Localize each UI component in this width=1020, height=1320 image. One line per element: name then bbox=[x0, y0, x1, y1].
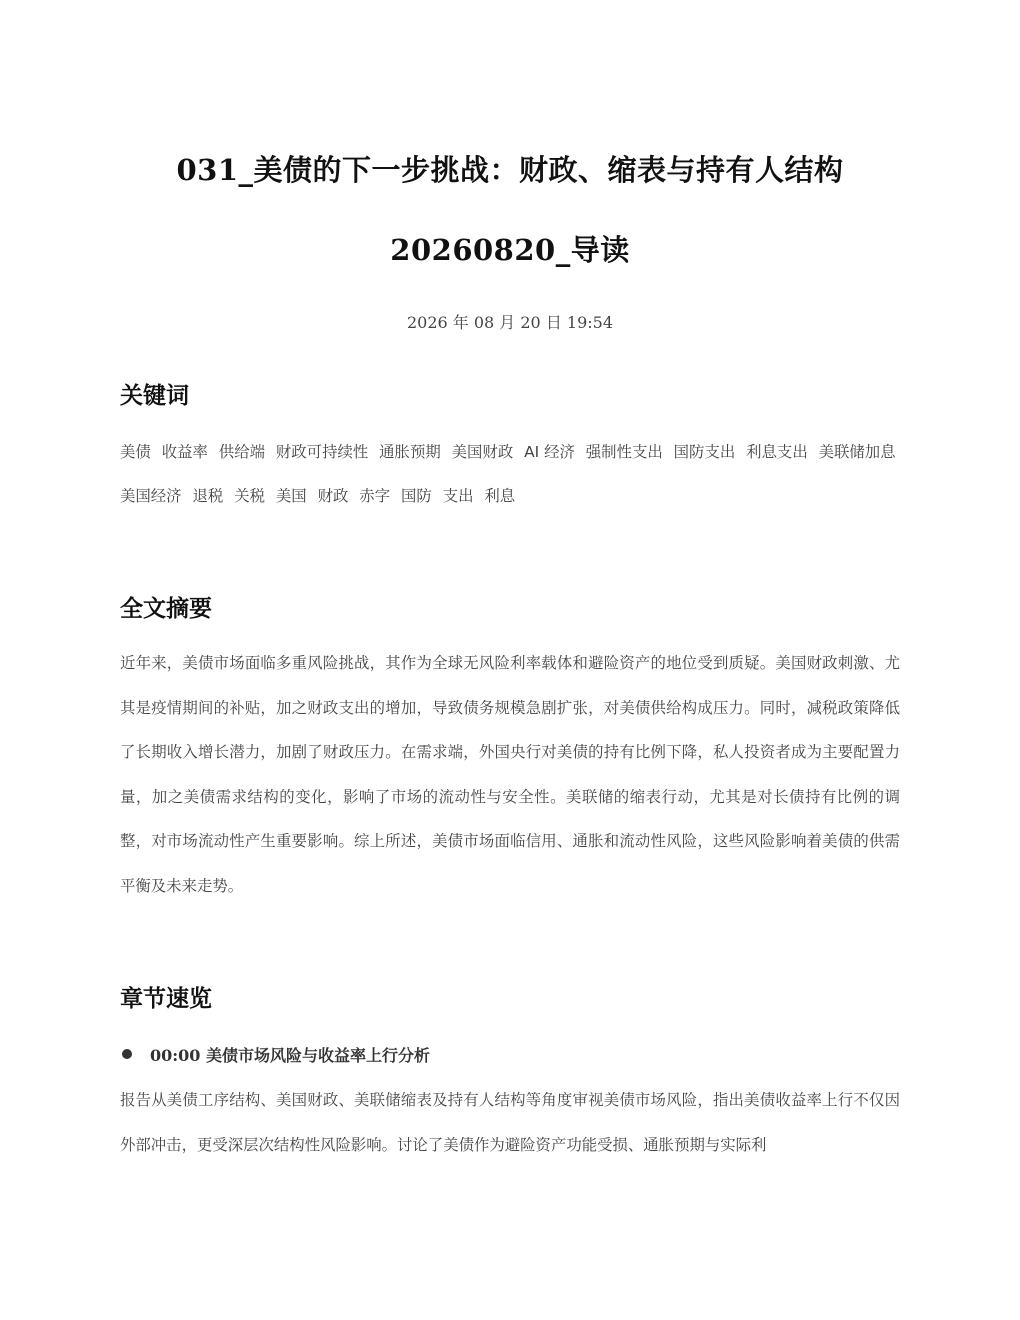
chapters-heading: 章节速览 bbox=[120, 986, 212, 1012]
bullet-icon bbox=[122, 1049, 132, 1059]
keyword-item: 支出 bbox=[442, 487, 474, 505]
keyword-item: 利息支出 bbox=[746, 443, 808, 461]
document-title-line1: 031_美债的下一步挑战：财政、缩表与持有人结构 bbox=[176, 153, 844, 187]
keyword-item: 美债 bbox=[120, 443, 151, 461]
keyword-item: 关税 bbox=[234, 487, 265, 505]
chapter-title: 00:00 美债市场风险与收益率上行分析 bbox=[150, 1045, 431, 1065]
keyword-item: 美国财政 bbox=[451, 443, 514, 461]
keyword-item: 美联储加息 bbox=[818, 443, 896, 461]
document-title-line2: 20260820_导读 bbox=[390, 233, 630, 267]
keyword-item: 财政 bbox=[317, 487, 349, 505]
summary-text: 近年来，美债市场面临多重风险挑战，其作为全球无风险利率载体和避险资产的地位受到质疑。美国财政刺激、尤其是疫情期间的补贴，加之财政支出的增加，导致债务规模急剧扩张，对美债供给构成压力。同时，减税政策降低了长期收入增长潜力，加剧了财政压力。在需求端，外国央行对美债的持有比例下降，私人投资者成为主要配置力量，加之美债需求结构的变化，影响了市场的流动性与安全性。美联储的缩表行动，尤其是对长债持有比例的调整，对市场流动性产生重要影响。综上所述，美债市场面临信用、通胀和流动性风险，这些风险影响着美债的供需平衡及未来走势。 bbox=[120, 654, 900, 895]
keyword-item: 美国 bbox=[275, 487, 307, 505]
summary-heading: 全文摘要 bbox=[120, 596, 212, 622]
keyword-item: 通胀预期 bbox=[379, 443, 441, 461]
keyword-item: 财政可持续性 bbox=[275, 443, 369, 461]
keyword-item: 退税 bbox=[192, 487, 224, 505]
chapter-item bbox=[120, 1040, 430, 1068]
chapter-text: 报告从美债工序结构、美国财政、美联储缩表及持有人结构等角度审视美债市场风险，指出美债收益率上行不仅因外部冲击，更受深层次结构性风险影响。讨论了美债作为避险资产功能受损、通胀预期与实际利 bbox=[120, 1091, 900, 1154]
document-date: 2026 年 08 月 20 日 19:54 bbox=[406, 313, 614, 332]
keyword-item: 国防 bbox=[401, 487, 432, 505]
keyword-item: 美国经济 bbox=[120, 487, 182, 505]
keyword-item: 供给端 bbox=[218, 443, 265, 461]
keyword-item: 收益率 bbox=[161, 443, 208, 461]
keyword-item: 强制性支出 bbox=[585, 443, 663, 461]
keywords-heading: 关键词 bbox=[120, 383, 189, 409]
keyword-item: 利息 bbox=[484, 487, 516, 505]
keyword-item: 国防支出 bbox=[673, 443, 736, 461]
keyword-item: 赤字 bbox=[359, 487, 391, 505]
keywords-list bbox=[120, 430, 910, 518]
keyword-item: AI 经济 bbox=[524, 443, 575, 461]
